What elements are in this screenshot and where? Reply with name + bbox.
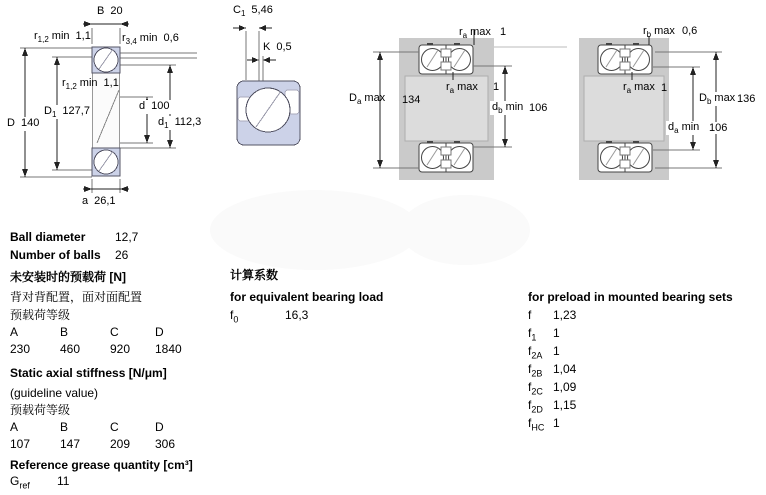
factor-row: f 1,23	[528, 308, 577, 322]
dim-label-d1: $d_1$ 112,3	[158, 116, 202, 131]
dim-value-da-min: 106	[709, 122, 728, 134]
preload-unmounted-title: 未安装时的预载荷 [N]	[10, 270, 126, 284]
dim-label-r34-min: $r_{3,4}$ min 0,6	[122, 32, 179, 47]
dim-label-a: a 26,1	[82, 195, 116, 207]
dim-label-Da-max: $D_a$ max	[349, 92, 386, 107]
dim-value-ra-max-mid: 1	[493, 81, 500, 93]
dim-value-Da-max: 134	[402, 94, 421, 106]
dim-label-D1: $D_1$ 127,7	[44, 105, 90, 120]
dim-label-ra-max-mid: $r_a$ max	[446, 81, 478, 96]
grease-symbol: $G_{ref}$	[10, 474, 30, 491]
watermark	[400, 195, 530, 265]
dim-value-Db-max: 136	[737, 93, 756, 105]
factor-row: $f_1$ 1	[528, 326, 560, 343]
dim-value-ra-max: 1	[661, 82, 668, 94]
dim-value-ra-max-top: 1	[500, 26, 507, 38]
dim-label-rb-max: $r_b$ max	[643, 25, 675, 40]
dim-label-ra-max-top: $r_a$ max	[459, 26, 491, 41]
ball-diameter-value: 12,7	[115, 230, 139, 244]
dim-value-db-min: 106	[529, 102, 548, 114]
dim-label-r12-min-top: $r_{1,2}$ min 1,1	[34, 30, 91, 45]
number-of-balls-label: Number of balls	[10, 248, 101, 262]
stiffness-class-label: 预载荷等级	[10, 403, 71, 417]
factor-row: $f_{2A}$ 1	[528, 344, 560, 361]
dim-label-Db-max: $D_b$ max	[699, 92, 736, 107]
calc-factors-title: 计算系数	[230, 268, 279, 282]
dim-label-C1: $C_1$ 5,46	[233, 4, 273, 19]
factor-row: $f_{2C}$ 1,09	[528, 380, 577, 397]
dim-label-D: D 140	[5, 117, 41, 131]
dim-label-B: B 20	[97, 5, 123, 17]
dim-label-r12-min-mid: $r_{1,2}$ min 1,1	[62, 77, 119, 92]
number-of-balls-value: 26	[115, 248, 129, 262]
dim-label-da-min: $d_a$ min	[668, 121, 700, 136]
preload-factors-title: for preload in mounted bearing sets	[528, 290, 733, 304]
equiv-load-title: for equivalent bearing load	[230, 290, 384, 304]
f0-symbol: $f_0$	[230, 308, 239, 325]
stiffness-title: Static axial stiffness [N/μm]	[10, 366, 167, 380]
dim-value-rb-max: 0,6	[682, 25, 698, 37]
ball-diameter-label: Ball diameter	[10, 230, 86, 244]
grease-title: Reference grease quantity [cm³]	[10, 458, 193, 472]
dim-label-K: K 0,5	[263, 41, 292, 53]
dim-label-db-min: $d_b$ min	[492, 101, 524, 116]
factor-row: $f_{2B}$ 1,04	[528, 362, 577, 379]
dim-label-d: d 100	[137, 100, 171, 114]
grease-value: 11	[57, 474, 70, 488]
factor-row: $f_{2D}$ 1,15	[528, 398, 577, 415]
bearing-datasheet-page: B 20 $r_{1,2}$ min 1,1 $r_{3,4}$ min 0,6 $r_{1,2}$ min 1,1 $D_1$ 127,7 D 140 d 100 $d_1$ 112,3 a 26,1 $C_1$ 5,46 K 0,5 $r_a$ max 1 $r_a$ max 1 $D_a$ max 134 $d_b$ min 106 $r_b$ max 0,6 $r_a$ max 1 $D_b$ max 136 $d_a$ min 106 Ball diameter 12,7 Number of balls 26 未安装时的预载荷 [N] 背对背配置，面对面配置 预载荷等级 A B C D 230 460 920 1840 Static axial stiffness [N/μm] (guideline value) 预载荷等级 A B C D 107 147 209 306 Reference grease quantity [cm³] $G_{ref}$ 11 计算系数 for equivalent bearing load $f_0$ 16,3 for preload in mounted bearing sets f 1,23 $f_1$ 1 $f_{2A}$ 1 $f_{2B}$ 1,04 $f_{2C}$ 1,09 $f_{2D}$ 1,15 $f_{HC}$ 1	[0, 0, 766, 495]
stiffness-note: (guideline value)	[10, 386, 99, 400]
preload-unmounted-subtitle: 背对背配置，面对面配置	[10, 290, 143, 304]
factor-row: $f_{HC}$ 1	[528, 416, 560, 433]
preload-class-label: 预载荷等级	[10, 308, 71, 322]
f0-value: 16,3	[285, 308, 309, 322]
watermark	[210, 190, 420, 270]
dim-label-ra-max: $r_a$ max	[623, 81, 655, 96]
drawing-bearing-section-side	[225, 0, 345, 160]
